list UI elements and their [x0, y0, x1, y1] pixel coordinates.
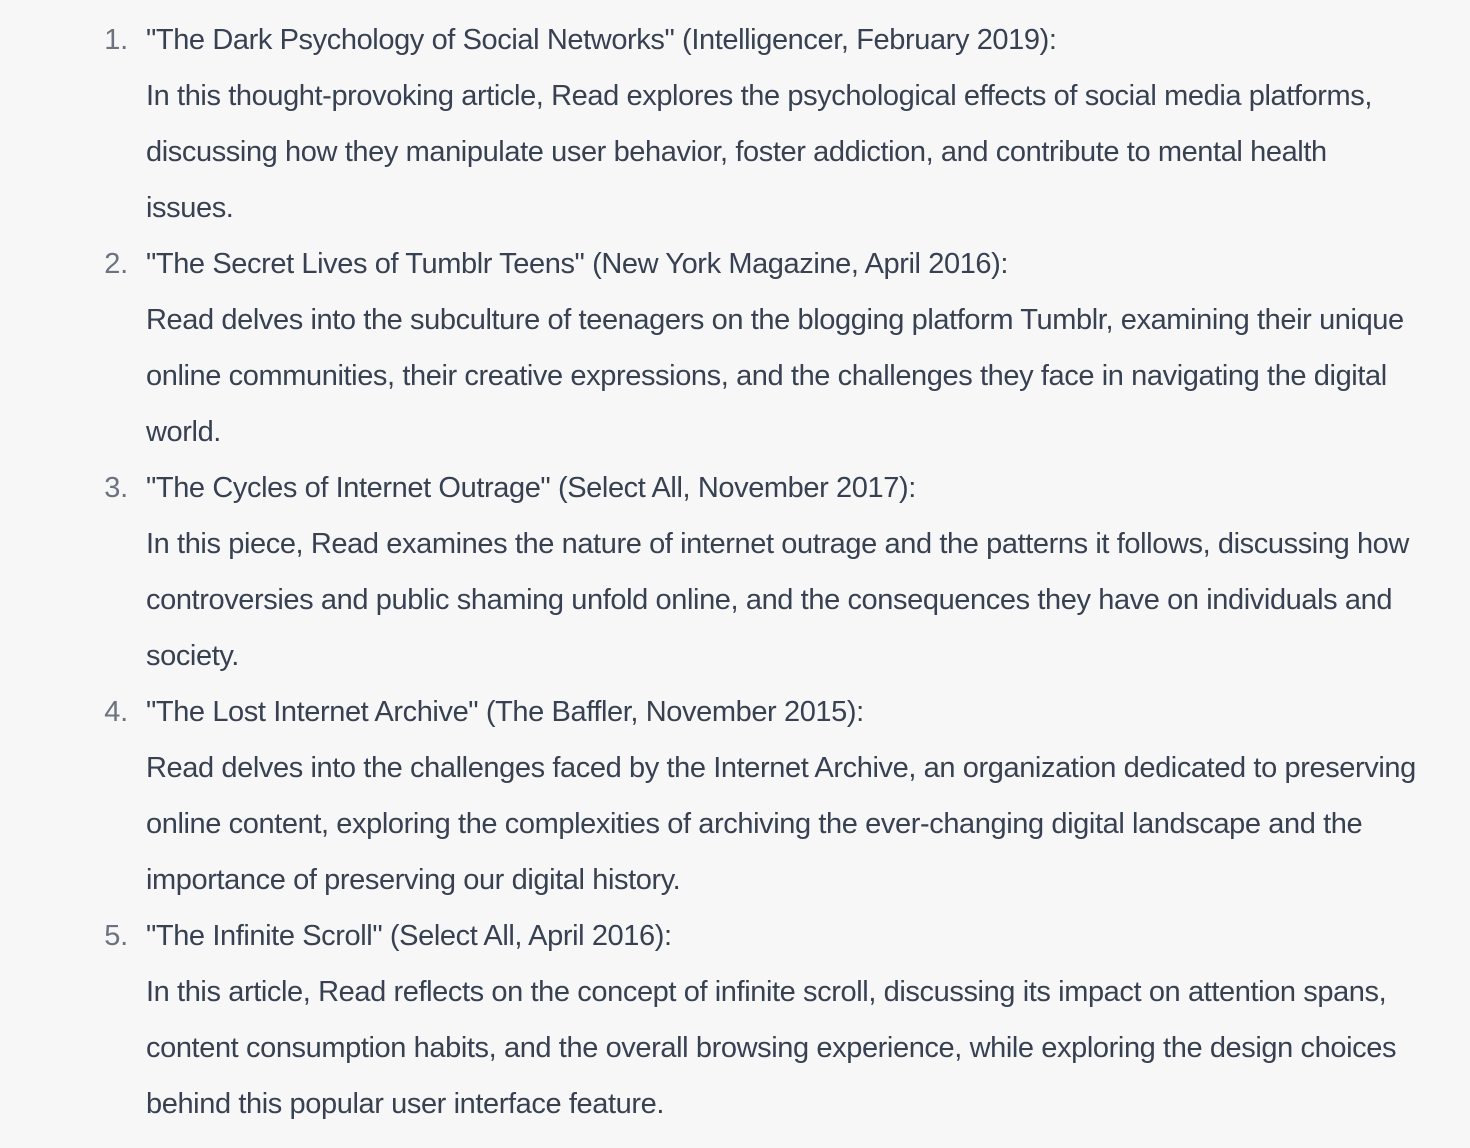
article-title: "The Infinite Scroll" (Select All, April 2016):	[146, 920, 672, 952]
list-item	[0, 684, 1470, 908]
article-description: In this article, Read reflects on the concept of infinite scroll, discussing its impact on attention spans, content consumption habits, and the overall browsing experience, while exploring the design choices behind this popular user interface feature.	[146, 976, 1397, 1120]
article-description: Read delves into the challenges faced by the Internet Archive, an organization dedicated to preserving online content, exploring the complexities of archiving the ever-changing digital landscape and the importance of preserving our digital history.	[146, 752, 1416, 896]
list-number: 5.	[104, 920, 128, 952]
list-number: 3.	[104, 472, 128, 504]
list-item	[0, 460, 1470, 684]
article-title: "The Lost Internet Archive" (The Baffler, November 2015):	[146, 696, 864, 728]
list-item	[0, 908, 1470, 1132]
article-description: In this piece, Read examines the nature of internet outrage and the patterns it follows, discussing how controversies and public shaming unfold online, and the consequences they have on individuals and society.	[146, 528, 1409, 672]
article-title: "The Secret Lives of Tumblr Teens" (New York Magazine, April 2016):	[146, 248, 1009, 280]
article-description: Read delves into the subculture of teenagers on the blogging platform Tumblr, examining their unique online communities, their creative expressions, and the challenges they face in navigating the digital world.	[146, 304, 1404, 448]
list-number: 2.	[104, 248, 128, 280]
list-number: 4.	[104, 696, 128, 728]
article-title: "The Dark Psychology of Social Networks" (Intelligencer, February 2019):	[146, 24, 1057, 56]
list-item	[0, 236, 1470, 460]
list-item	[0, 12, 1470, 236]
article-description: In this thought-provoking article, Read explores the psychological effects of social media platforms, discussing how they manipulate user behavior, foster addiction, and contribute to mental health issues.	[146, 80, 1373, 224]
article-title: "The Cycles of Internet Outrage" (Select All, November 2017):	[146, 472, 916, 504]
article-list	[0, 12, 1470, 1132]
list-number: 1.	[104, 24, 128, 56]
